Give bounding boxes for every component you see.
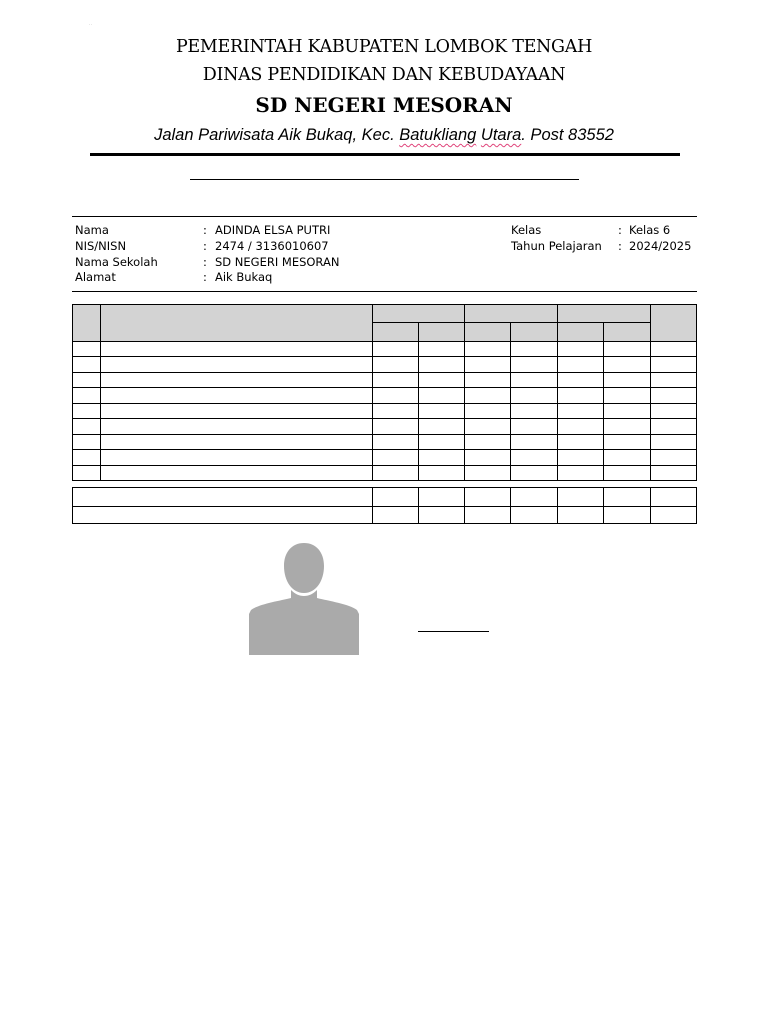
signature-line [418, 631, 489, 632]
address-text-2: . Post 83552 [521, 126, 614, 144]
student-photo [249, 530, 359, 655]
sep-alamat: : [203, 270, 207, 284]
value-nis: 2474 / 3136010607 [215, 239, 329, 253]
label-sekolah: Nama Sekolah [75, 255, 158, 269]
sep-tahun: : [618, 239, 622, 253]
value-nama: ADINDA ELSA PUTRI [215, 223, 331, 237]
address-word-batukliang: Batukliang [399, 126, 477, 144]
value-sekolah: SD NEGERI MESORAN [215, 255, 340, 269]
corner-mark: ˙˙ [88, 24, 93, 30]
address-word-utara: Utara [480, 126, 522, 144]
header-government: PEMERINTAH KABUPATEN LOMBOK TENGAH [175, 37, 593, 57]
value-kelas: Kelas 6 [629, 223, 671, 237]
sep-sekolah: : [203, 255, 207, 269]
label-nama: Nama [75, 223, 109, 237]
value-alamat: Aik Bukaq [215, 270, 273, 284]
address-text-1: Jalan Pariwisata Aik Bukaq, Kec. [154, 126, 400, 144]
value-tahun: 2024/2025 [629, 239, 692, 253]
header-department: DINAS PENDIDIKAN DAN KEBUDAYAAN [202, 65, 566, 85]
label-nis: NIS/NISN [75, 239, 127, 253]
sep-kelas: : [618, 223, 622, 237]
person-silhouette-icon [249, 530, 359, 655]
label-kelas: Kelas [511, 223, 542, 237]
summary-table [72, 487, 697, 524]
sep-nama: : [203, 223, 207, 237]
sep-nis: : [203, 239, 207, 253]
header-school-name: SD NEGERI MESORAN [255, 93, 513, 117]
label-alamat: Alamat [75, 270, 116, 284]
label-tahun: Tahun Pelajaran [511, 239, 602, 253]
